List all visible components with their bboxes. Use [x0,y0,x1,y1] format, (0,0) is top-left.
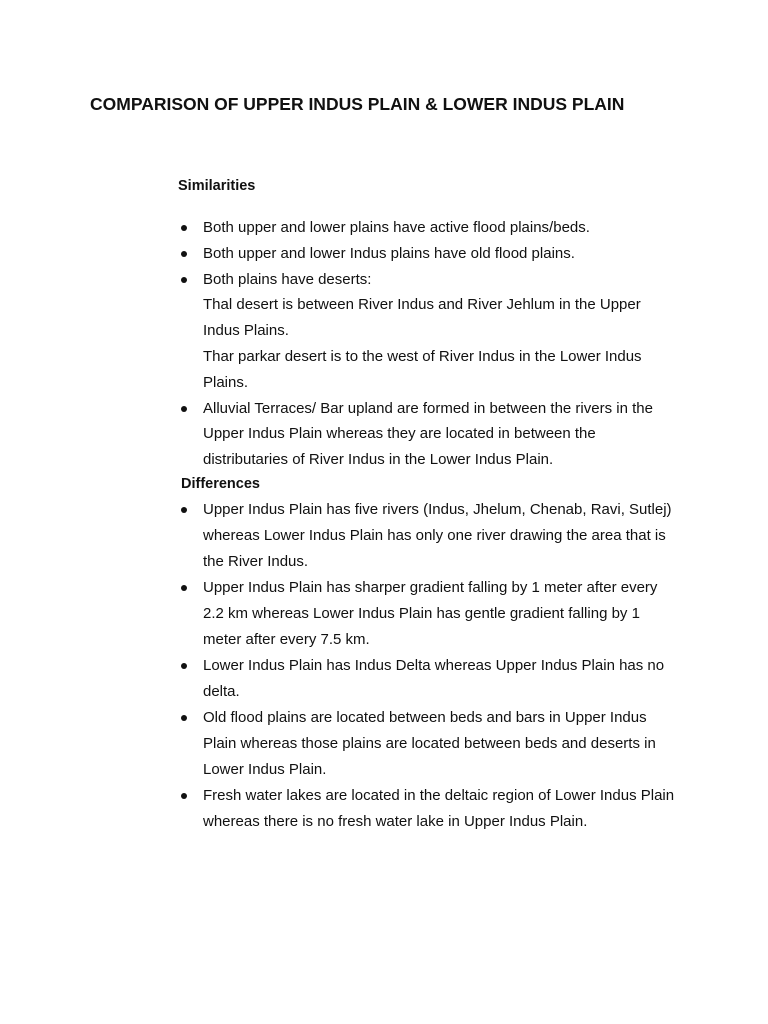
bullet-icon [181,277,187,283]
similarity-item-1-text: Both upper and lower plains have active flood plains/beds. [203,219,590,236]
difference-item-4 [181,705,681,782]
bullet-icon [181,225,187,231]
differences-list [181,497,681,835]
bullet-icon [181,663,187,669]
similarity-item-1 [181,215,681,241]
differences-heading: Differences [181,476,260,492]
similarity-item-4-text: Alluvial Terraces/ Bar upland are formed in between the rivers in the Upper Indus Plain whereas they are located in between the distributaries of River Indus in the Lower Indus Plain. [203,399,653,469]
difference-item-4-text: Old flood plains are located between beds and bars in Upper Indus Plain whereas those plains are located between beds and deserts in Lower Indus Plain. [203,709,656,778]
difference-item-2 [181,575,681,652]
bullet-icon [181,793,187,799]
difference-item-3 [181,653,681,705]
similarity-item-4 [181,396,681,473]
similarities-heading: Similarities [178,178,256,194]
similarity-item-3-text: Both plains have deserts: [203,270,372,288]
difference-item-1-text: Upper Indus Plain has five rivers (Indus, Jhelum, Chenab, Ravi, Sutlej) whereas Lower Indus Plain has only one river drawing the area that is the River Indus. [203,501,672,570]
thar-parkar-desert-line: Thar parkar desert is to the west of River Indus in the Lower Indus Plains. [203,347,642,391]
bullet-icon [181,251,187,257]
bullet-icon [181,585,187,591]
difference-item-5-text: Fresh water lakes are located in the deltaic region of Lower Indus Plain whereas there is no fresh water lake in Upper Indus Plain. [203,787,675,830]
bullet-icon [181,406,187,412]
similarity-item-3 [181,267,681,396]
bullet-icon [181,715,187,721]
thal-desert-line: Thal desert is between River Indus and River Jehlum in the Upper Indus Plains. [203,296,641,340]
difference-item-2-text: Upper Indus Plain has sharper gradient falling by 1 meter after every 2.2 km whereas Lower Indus Plain has gentle gradient falling by 1 meter after every 7.5 km. [203,578,658,648]
similarities-list [181,215,681,473]
difference-item-5 [181,783,681,835]
difference-item-1 [181,497,681,574]
document-title: COMPARISON OF UPPER INDUS PLAIN & LOWER INDUS PLAIN [90,94,625,114]
similarity-item-2 [181,241,681,267]
difference-item-3-text: Lower Indus Plain has Indus Delta whereas Upper Indus Plain has no delta. [203,656,665,700]
bullet-icon [181,507,187,513]
similarity-item-2-text: Both upper and lower Indus plains have old flood plains. [203,244,575,262]
